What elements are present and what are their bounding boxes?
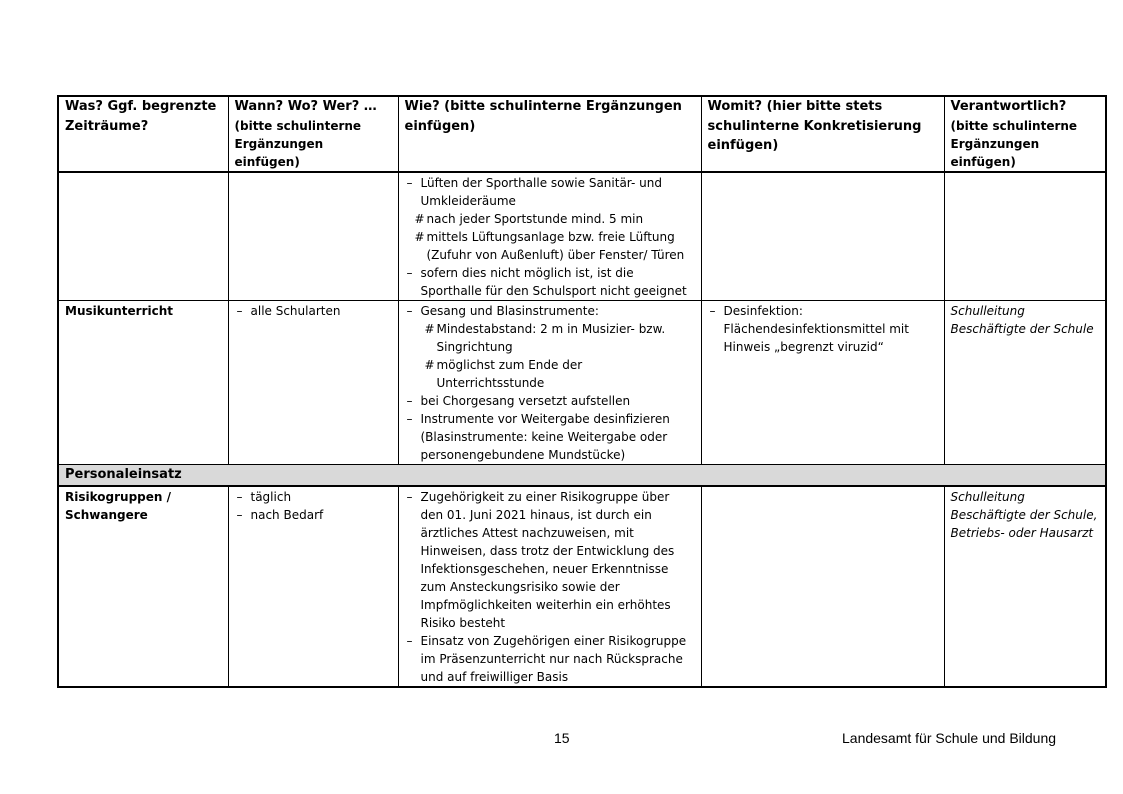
list-item: – bei Chorgesang versetzt aufstellen bbox=[405, 392, 695, 410]
list-item-continuation: (Zufuhr von Außenluft) über Fenster/ Türen bbox=[426, 247, 685, 262]
list-item: – nach Bedarf bbox=[235, 506, 392, 524]
list-item: # mittels Lüftungsanlage bzw. freie Lüftung bbox=[415, 228, 695, 246]
list-item: – Zugehörigkeit zu einer Risikogruppe über den 01. Juni 2021 hinaus, ist durch ein ärztliches Attest nachzuweisen, mit Hinweisen, dass trotz der Entwicklung des Infektionsgeschehen, neuer Erkenntnisse zum Ansteckungsrisiko sowie der Impfmöglichkeiten weiterhin ein erhöhtes Risiko besteht bbox=[405, 488, 695, 632]
list-item: – sofern dies nicht möglich ist, ist die Sporthalle für den Schulsport nicht geeignet bbox=[405, 264, 695, 300]
cell-with bbox=[701, 300, 944, 464]
footer-organization: Landesamt für Schule und Bildung bbox=[842, 730, 1057, 746]
list-item: – alle Schularten bbox=[235, 302, 392, 320]
section-row bbox=[58, 464, 1106, 486]
measures-table bbox=[57, 95, 1107, 688]
list-item: # Mindestabstand: 2 m in Musizier- bzw. Singrichtung bbox=[425, 320, 681, 356]
header-when: Wann? Wo? Wer? … (bitte schulinterne Ergänzungen einfügen) bbox=[228, 96, 398, 172]
responsible-line: Schulleitung bbox=[950, 489, 1025, 504]
responsible-line: Schulleitung bbox=[950, 303, 1025, 318]
cell-responsible bbox=[944, 172, 1106, 301]
cell-responsible bbox=[944, 486, 1106, 687]
cell-how bbox=[398, 486, 701, 687]
cell-how bbox=[398, 172, 701, 301]
table-row bbox=[58, 300, 1106, 464]
section-title: Personaleinsatz bbox=[58, 464, 1106, 486]
list-item: – Instrumente vor Weitergabe desinfizieren (Blasinstrumente: keine Weitergabe oder personengebundene Mundstücke) bbox=[405, 410, 695, 464]
cell-what: Musikunterricht bbox=[58, 300, 228, 464]
table-row bbox=[58, 486, 1106, 687]
page-number: 15 bbox=[554, 730, 570, 746]
list-item: # nach jeder Sportstunde mind. 5 min bbox=[415, 210, 695, 228]
cell-with bbox=[701, 172, 944, 301]
cell-how bbox=[398, 300, 701, 464]
header-with: Womit? (hier bitte stets schulinterne Konkretisierung einfügen) bbox=[701, 96, 944, 172]
cell-what bbox=[58, 172, 228, 301]
list-item: – Desinfektion: Flächendesinfektionsmittel mit Hinweis „begrenzt viruzid“ bbox=[708, 302, 938, 356]
list-item: – täglich bbox=[235, 488, 392, 506]
list-item: – Gesang und Blasinstrumente: bbox=[405, 302, 695, 320]
cell-when bbox=[228, 486, 398, 687]
table-row bbox=[58, 172, 1106, 301]
responsible-line: Beschäftigte der Schule, Betriebs- oder Hausarzt bbox=[950, 507, 1098, 540]
header-responsible: Verantwortlich? (bitte schulinterne Ergänzungen einfügen) bbox=[944, 96, 1106, 172]
cell-what: Risikogruppen / Schwangere bbox=[58, 486, 228, 687]
responsible-line: Beschäftigte der Schule bbox=[950, 321, 1094, 336]
cell-with bbox=[701, 486, 944, 687]
header-how: Wie? (bitte schulinterne Ergänzungen einfügen) bbox=[398, 96, 701, 172]
list-item: # möglichst zum Ende der Unterrichtsstunde bbox=[425, 356, 681, 392]
list-item: – Einsatz von Zugehörigen einer Risikogruppe im Präsenzunterricht nur nach Rücksprache und auf freiwilliger Basis bbox=[405, 632, 695, 686]
list-item: – Lüften der Sporthalle sowie Sanitär- und Umkleideräume bbox=[405, 174, 695, 210]
table-header-row bbox=[58, 96, 1106, 172]
header-what: Was? Ggf. begrenzte Zeiträume? bbox=[58, 96, 228, 172]
cell-responsible bbox=[944, 300, 1106, 464]
cell-when bbox=[228, 172, 398, 301]
cell-when bbox=[228, 300, 398, 464]
